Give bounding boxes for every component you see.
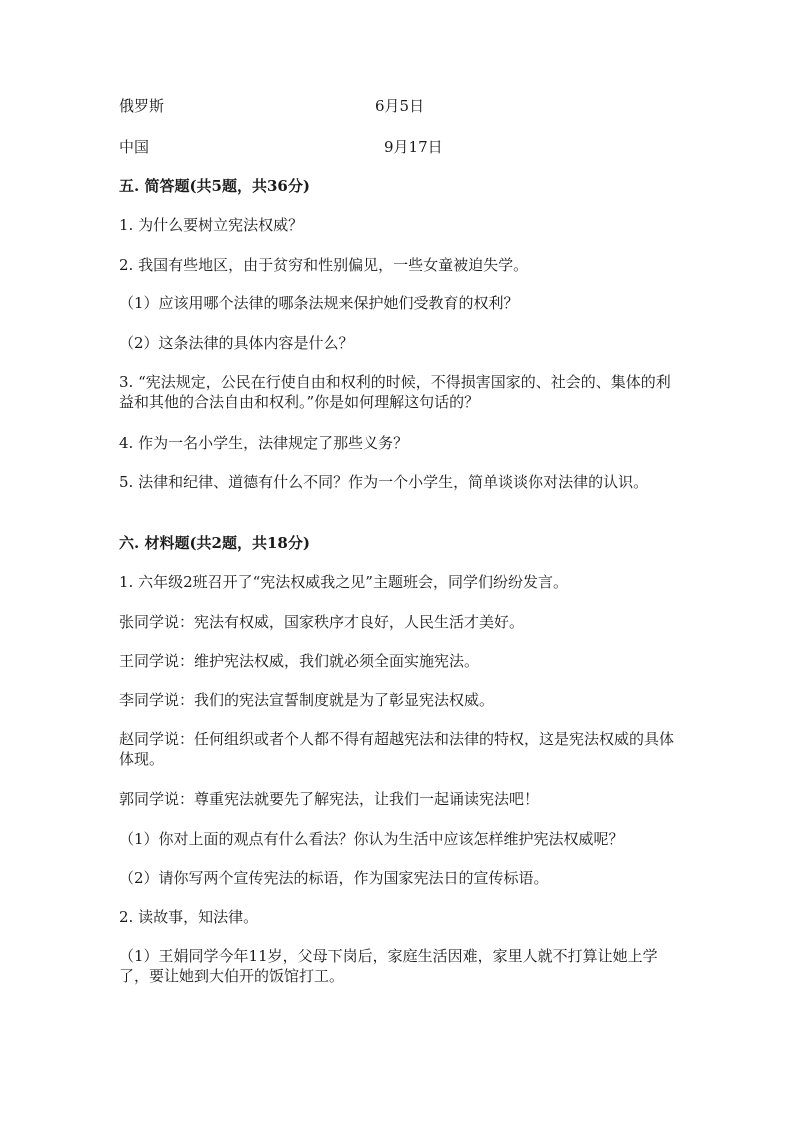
- country-russia: 俄罗斯: [119, 97, 165, 115]
- s5-question-4: 4. 作为一名小学生，法律规定了那些义务？: [119, 434, 409, 452]
- s6-question-1-sub2: （2）请你写两个宣传宪法的标语，作为国家宪法日的宣传标语。: [119, 869, 549, 887]
- s6-statement-wang: 王同学说：维护宪法权威，我们就必须全面实施宪法。: [119, 652, 480, 670]
- country-china: 中国: [119, 138, 150, 156]
- s6-statement-zhao: 赵同学说：任何组织或者个人都不得有超越宪法和法律的特权，这是宪法权威的具体体现。: [119, 730, 675, 768]
- s6-question-1: 1. 六年级2班召开了“宪法权威我之见”主题班会，同学们纷纷发言。: [119, 573, 568, 591]
- s6-question-1-sub1: （1）你对上面的观点有什么看法？你认为生活中应该怎样维护宪法权威呢？: [119, 830, 624, 848]
- section5-heading: 五. 简答题(共5题，共36分): [119, 177, 310, 195]
- date-russia: 6月5日: [375, 97, 425, 115]
- section6-heading: 六. 材料题(共2题，共18分): [119, 534, 310, 552]
- s6-statement-guo: 郭同学说：尊重宪法就要先了解宪法，让我们一起诵读宪法吧！: [119, 790, 540, 808]
- s6-statement-zhang: 张同学说：宪法有权威，国家秩序才良好，人民生活才美好。: [119, 613, 525, 631]
- s5-question-2: 2. 我国有些地区，由于贫穷和性别偏见，一些女童被迫失学。: [119, 256, 529, 274]
- s5-question-1: 1. 为什么要树立宪法权威？: [119, 216, 304, 234]
- date-china: 9月17日: [384, 138, 443, 156]
- s5-question-2-sub1: （1）应该用哪个法律的哪条法规来保护她们受教育的权利？: [119, 294, 519, 312]
- s6-question-2: 2. 读故事，知法律。: [119, 908, 259, 926]
- s6-statement-li: 李同学说：我们的宪法宣誓制度就是为了彰显宪法权威。: [119, 691, 495, 709]
- s5-question-3: 3. “宪法规定，公民在行使自由和权利的时候，不得损害国家的、社会的、集体的利益和其他的合法自由和权利。”你是如何理解这句话的？: [119, 373, 671, 411]
- s5-question-2-sub2: （2）这条法律的具体内容是什么？: [119, 334, 354, 352]
- s6-question-2-sub1: （1）王娟同学今年11岁，父母下岗后，家庭生活因难，家里人就不打算让她上学了，要让她到大伯开的饭馆打工。: [119, 947, 658, 985]
- s5-question-5: 5. 法律和纪律、道德有什么不同？作为一个小学生，简单谈谈你对法律的认识。: [119, 473, 649, 491]
